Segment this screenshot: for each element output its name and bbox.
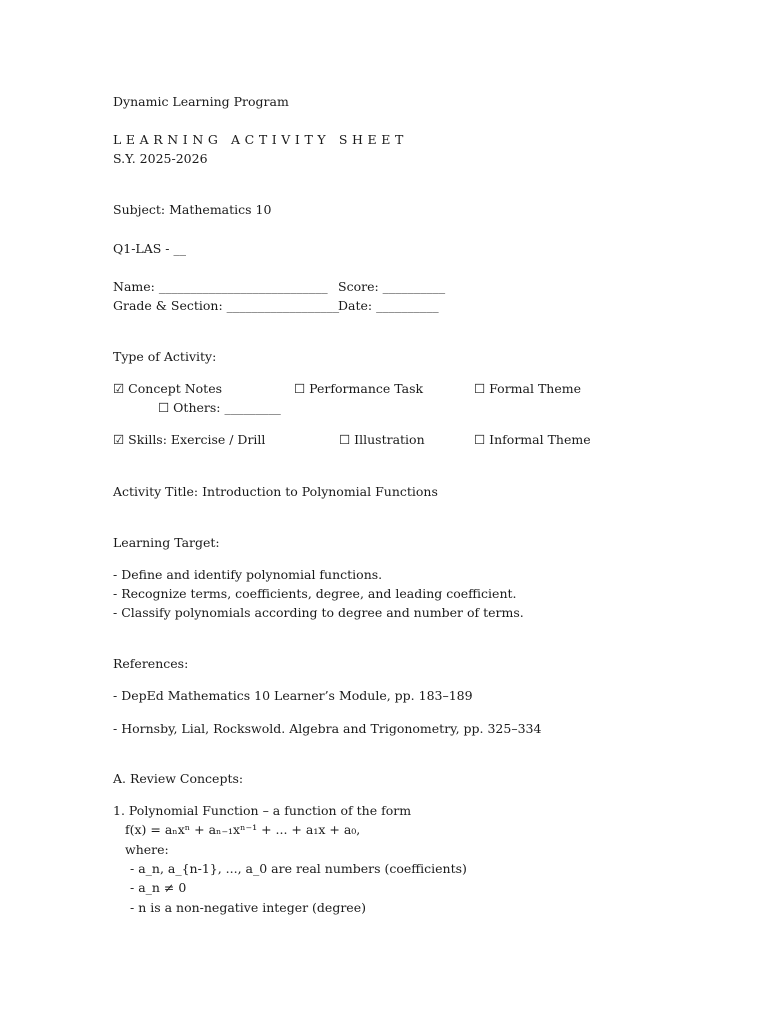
learning-target-label: Learning Target: <box>113 535 220 550</box>
learning-target-item: - Define and identify polynomial functions. <box>113 567 383 582</box>
score-field: Score: __________ <box>338 279 446 294</box>
where-label: where: <box>125 842 169 857</box>
activity-type-label: Type of Activity: <box>113 349 217 364</box>
reference-item: - Hornsby, Lial, Rockswold. Algebra and Trigonometry, pp. 325–334 <box>113 721 542 736</box>
option-informal-theme: ☐ Informal Theme <box>474 432 591 447</box>
option-illustration: ☐ Illustration <box>339 432 425 447</box>
review-item-heading: 1. Polynomial Function – a function of the form <box>113 803 412 818</box>
learning-target-item: - Classify polynomials according to degree and number of terms. <box>113 605 524 620</box>
option-formal-theme: ☐ Formal Theme <box>474 381 581 396</box>
option-performance-task: ☐ Performance Task <box>294 381 424 396</box>
learning-target-item: - Recognize terms, coefficients, degree, and leading coefficient. <box>113 586 517 601</box>
condition-item: - n is a non-negative integer (degree) <box>130 900 366 915</box>
activity-title: Activity Title: Introduction to Polynomial Functions <box>113 484 438 499</box>
las-code: Q1-LAS - __ <box>113 241 186 256</box>
date-field: Date: __________ <box>338 298 439 313</box>
option-concept-notes: ☑ Concept Notes <box>113 381 223 396</box>
condition-item: - a_n, a_{n-1}, ..., a_0 are real numbers (coefficients) <box>130 861 467 876</box>
program-name: Dynamic Learning Program <box>113 94 289 109</box>
school-year: S.Y. 2025-2026 <box>113 151 208 166</box>
review-label: A. Review Concepts: <box>113 771 244 786</box>
option-others: ☐ Others: _________ <box>158 400 281 415</box>
sheet-title: LEARNING ACTIVITY SHEET <box>113 132 408 147</box>
condition-item: - a_n ≠ 0 <box>130 880 187 895</box>
reference-item: - DepEd Mathematics 10 Learner’s Module, pp. 183–189 <box>113 688 473 703</box>
references-label: References: <box>113 656 189 671</box>
grade-section-field: Grade & Section: __________________ <box>113 298 340 313</box>
polynomial-formula: f(x) = aₙxⁿ + aₙ₋₁xⁿ⁻¹ + ... + a₁x + a₀, <box>125 822 361 837</box>
subject-line: Subject: Mathematics 10 <box>113 202 272 217</box>
name-field: Name: ___________________________ <box>113 279 328 294</box>
option-skills: ☑ Skills: Exercise / Drill <box>113 432 266 447</box>
